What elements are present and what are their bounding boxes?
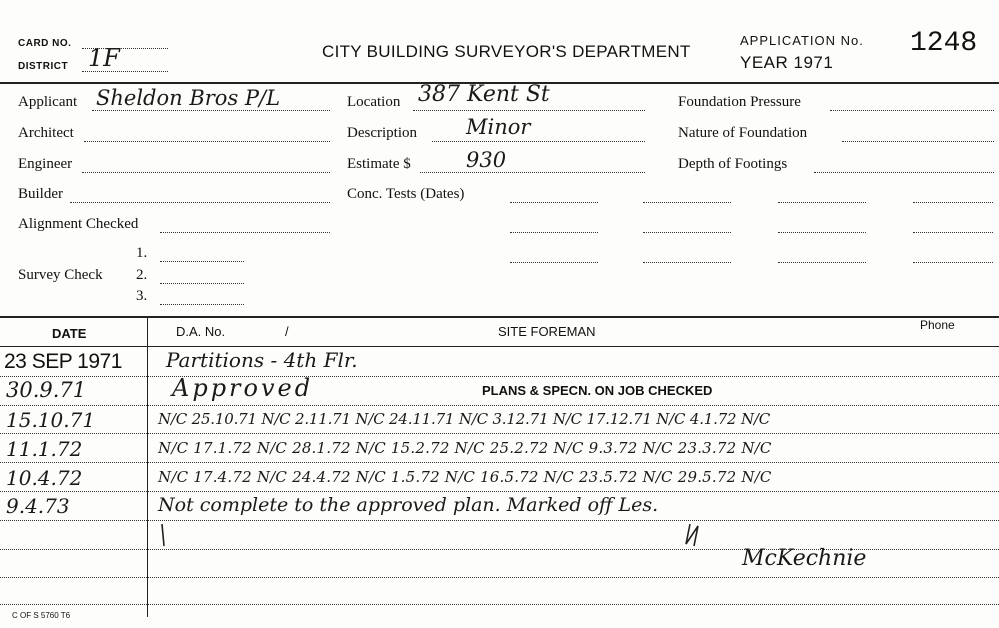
table-row-entry: Approved xyxy=(172,374,314,402)
applicant-line xyxy=(92,110,330,111)
survey-number-2: 2. xyxy=(136,267,148,283)
conc-line xyxy=(778,232,866,233)
description-value: Minor xyxy=(466,115,531,139)
district-value: 1F xyxy=(88,44,120,72)
location-line xyxy=(413,110,645,111)
row-rule xyxy=(0,433,999,434)
table-row-entry: Partitions - 4th Flr. xyxy=(166,348,358,372)
nature-foundation-line xyxy=(842,141,994,142)
builder-label: Builder xyxy=(18,186,63,202)
depth-footings-label: Depth of Footings xyxy=(678,156,788,172)
location-value: 387 Kent St xyxy=(418,82,550,107)
conc-tests-label: Conc. Tests (Dates) xyxy=(347,186,465,202)
application-number: 1248 xyxy=(910,28,978,59)
conc-line xyxy=(510,232,598,233)
foundation-pressure-label: Foundation Pressure xyxy=(678,94,801,110)
foreman-header: SITE FOREMAN xyxy=(498,324,596,339)
table-row-date: 10.4.72 xyxy=(6,466,83,490)
alignment-line xyxy=(160,232,330,233)
conc-line xyxy=(643,232,731,233)
row-rule xyxy=(0,462,999,463)
row-rule xyxy=(0,577,999,578)
builder-line xyxy=(70,202,330,203)
conc-line xyxy=(510,262,598,263)
row-rule xyxy=(0,405,999,406)
description-line xyxy=(432,141,645,142)
survey-number-1: 1. xyxy=(136,245,148,261)
survey-number-3: 3. xyxy=(136,288,148,304)
alignment-label: Alignment Checked xyxy=(18,216,139,232)
conc-line xyxy=(913,232,993,233)
depth-footings-line xyxy=(814,172,994,173)
conc-line xyxy=(913,202,993,203)
table-row-date: 9.4.73 xyxy=(6,494,70,518)
estimate-label: Estimate $ xyxy=(347,156,411,172)
card-no-label: CARD NO. xyxy=(18,38,72,49)
estimate-line xyxy=(420,172,645,173)
table-row-date: 23 SEP 1971 xyxy=(4,350,122,373)
location-label: Location xyxy=(347,94,401,110)
date-header: DATE xyxy=(52,326,87,341)
da-header: D.A. No. xyxy=(176,324,226,339)
table-row-entry: Not complete to the approved plan. Marked off Les. xyxy=(158,494,659,516)
table-row-date: 15.10.71 xyxy=(6,408,96,432)
conc-line xyxy=(913,262,993,263)
conc-line xyxy=(778,202,866,203)
conc-line xyxy=(643,262,731,263)
department-title: CITY BUILDING SURVEYOR'S DEPARTMENT xyxy=(322,42,691,61)
estimate-value: 930 xyxy=(466,148,507,172)
architect-line xyxy=(84,141,330,142)
survey-line-3 xyxy=(160,304,244,305)
survey-line-1 xyxy=(160,261,244,262)
conc-line xyxy=(778,262,866,263)
row-rule xyxy=(0,376,999,377)
foundation-pressure-line xyxy=(830,110,994,111)
row-rule xyxy=(0,604,999,605)
survey-label: Survey Check xyxy=(18,267,103,283)
table-row-date: 11.1.72 xyxy=(6,437,83,461)
conc-line xyxy=(510,202,598,203)
table-top-rule xyxy=(0,316,999,318)
pen-strokes xyxy=(150,520,710,550)
date-column-divider xyxy=(147,317,148,617)
district-label: DISTRICT xyxy=(18,61,69,72)
form-code: C OF S 5760 T6 xyxy=(12,611,71,620)
table-header-rule xyxy=(0,346,999,347)
survey-line-2 xyxy=(160,283,244,284)
conc-line xyxy=(643,202,731,203)
table-row-date: 30.9.71 xyxy=(6,378,87,402)
nature-foundation-label: Nature of Foundation xyxy=(678,125,808,141)
application-label: APPLICATION No. xyxy=(740,33,864,48)
da-slash: / xyxy=(285,324,289,339)
row-rule xyxy=(0,491,999,492)
architect-label: Architect xyxy=(18,125,74,141)
description-label: Description xyxy=(347,125,417,141)
phone-header: Phone xyxy=(920,318,955,332)
table-row-entry: N/C 17.1.72 N/C 28.1.72 N/C 15.2.72 N/C 25.2.72 N/C 9.3.72 N/C 23.3.72 N/C xyxy=(158,439,772,457)
year-label: YEAR 1971 xyxy=(740,53,834,72)
applicant-value: Sheldon Bros P/L xyxy=(96,86,281,110)
applicant-label: Applicant xyxy=(18,94,78,110)
plans-checked-stamp: PLANS & SPECN. ON JOB CHECKED xyxy=(482,383,713,398)
engineer-line xyxy=(82,172,330,173)
table-row-entry: N/C 17.4.72 N/C 24.4.72 N/C 1.5.72 N/C 16.5.72 N/C 23.5.72 N/C 29.5.72 N/C xyxy=(158,468,772,486)
signature: McKechnie xyxy=(742,546,867,571)
table-row-entry: N/C 25.10.71 N/C 2.11.71 N/C 24.11.71 N/C 3.12.71 N/C 17.12.71 N/C 4.1.72 N/C xyxy=(158,410,771,428)
engineer-label: Engineer xyxy=(18,156,73,172)
